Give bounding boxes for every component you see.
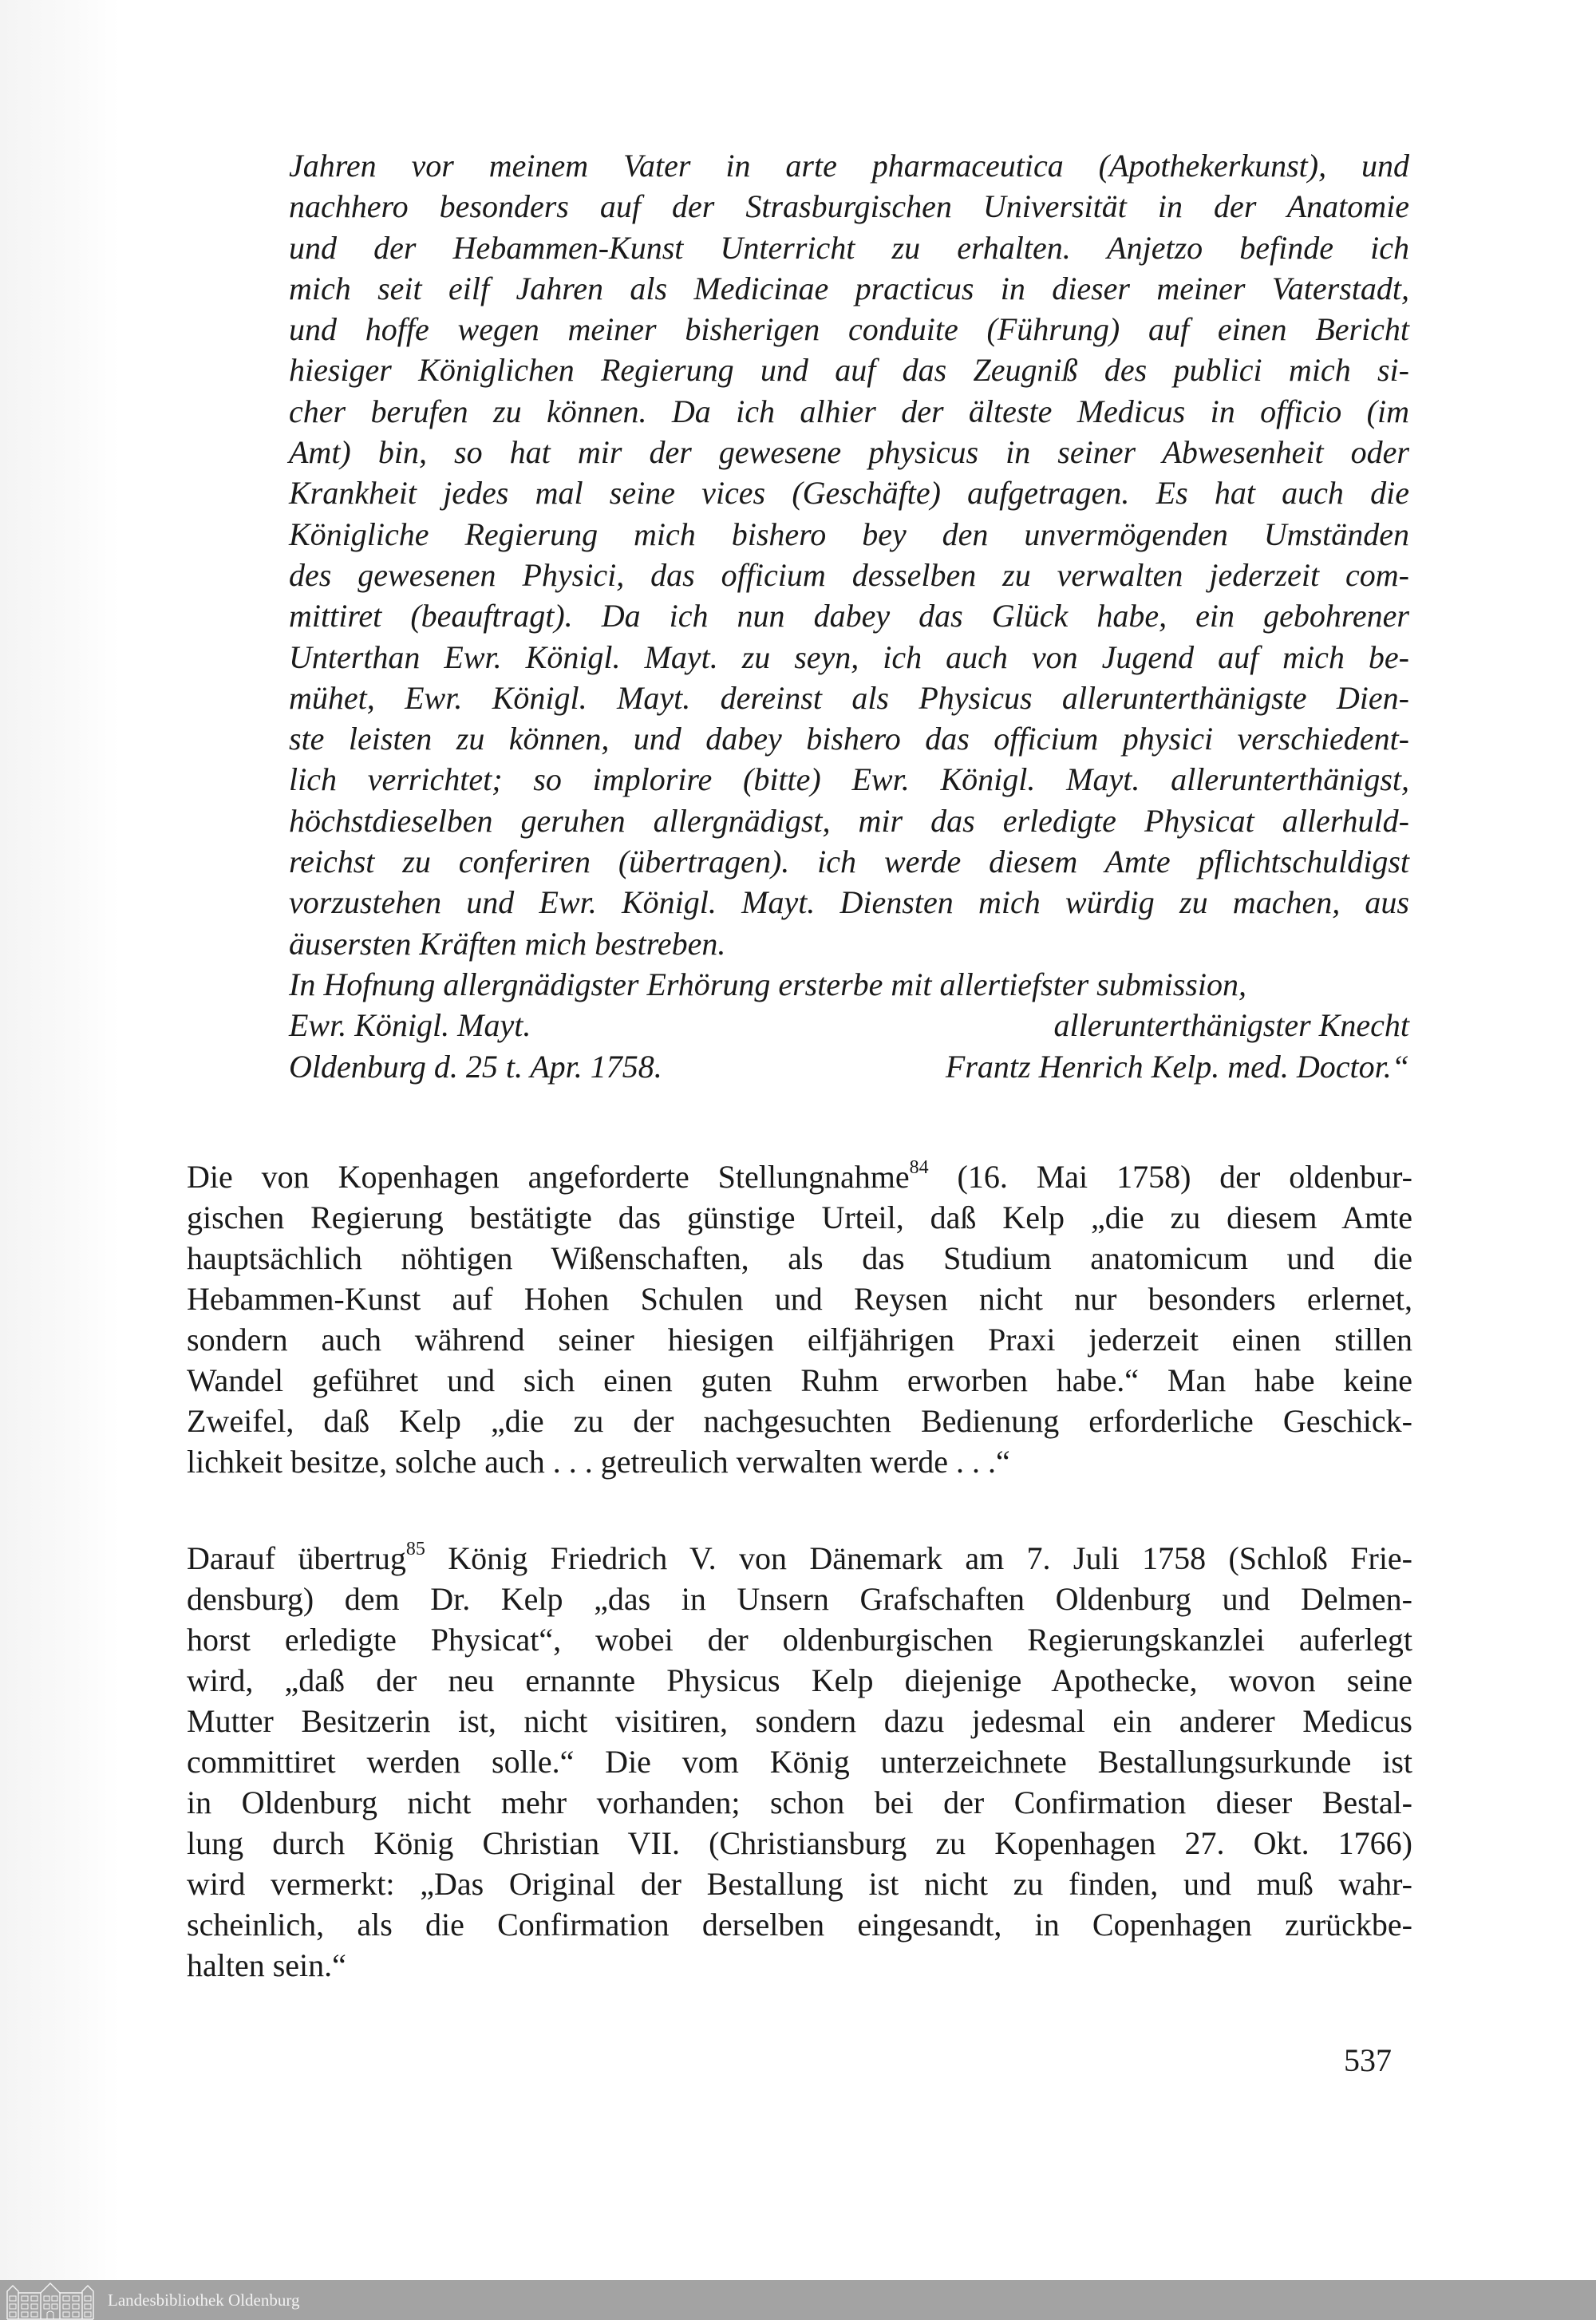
quote-line: nachhero besonders auf der Strasburgischen Universität in der Anatomie — [289, 188, 1409, 225]
quoted-letter — [289, 145, 1409, 1087]
quote-line: höchstdieselben geruhen allergnädigst, mir das erledigte Physicat allerhuld- — [289, 802, 1409, 839]
letter-signatory: Frantz Henrich Kelp. med. Doctor.“ — [945, 1048, 1409, 1085]
quote-line: hiesiger Königlichen Regierung und auf das Zeugniß des publici mich si- — [289, 352, 1409, 389]
library-building-icon — [5, 2282, 97, 2320]
footnote-ref[interactable]: 84 — [909, 1156, 929, 1178]
page-edge-shadow — [0, 0, 120, 2280]
paragraph-line: lung durch König Christian VII. (Christiansburg zu Kopenhagen 27. Okt. 1766) — [187, 1825, 1412, 1861]
paragraph-line: gischen Regierung bestätigte das günstige Urteil, daß Kelp „die zu diesem Amte — [187, 1200, 1412, 1235]
letter-date: Oldenburg d. 25 t. Apr. 1758. — [289, 1048, 662, 1085]
salutation-servant: allerunterthänigster Knecht — [1053, 1007, 1409, 1044]
quote-line: Amt) bin, so hat mir der gewesene physicus in seiner Abwesenheit oder — [289, 434, 1409, 471]
salutation-recipient: Ewr. Königl. Mayt. — [289, 1007, 531, 1044]
paragraph-line: densburg) dem Dr. Kelp „das in Unsern Grafschaften Oldenburg und Delmen- — [187, 1581, 1412, 1617]
paragraph-line: Die von Kopenhagen angeforderte Stellungnahme$^{84}$ (16. Mai 1758) der oldenbur- — [187, 1156, 1412, 1195]
paragraph-line: lichkeit besitze, solche auch . . . getreulich verwalten werde . . .“ — [187, 1444, 1010, 1480]
signature-row — [289, 1005, 1409, 1045]
quote-line: und hoffe wegen meiner bisherigen conduite (Führung) auf einen Bericht — [289, 311, 1409, 348]
paragraph-line: sondern auch während seiner hiesigen eilfjährigen Praxi jederzeit einen stillen — [187, 1322, 1412, 1358]
quote-line: lich verrichtet; so implorire (bitte) Ewr. Königl. Mayt. allerunterthänigst, — [289, 761, 1409, 798]
paragraph-line: Mutter Besitzerin ist, nicht visitiren, sondern dazu jedesmal ein anderer Medicus — [187, 1703, 1412, 1739]
paragraph-line: in Oldenburg nicht mehr vorhanden; schon bei der Confirmation dieser Bestal- — [187, 1784, 1412, 1820]
library-name: Landesbibliothek Oldenburg — [108, 2290, 300, 2310]
quote-line: mittiret (beauftragt). Da ich nun dabey das Glück habe, ein gebohrener — [289, 598, 1409, 634]
quote-line: Unterthan Ewr. Königl. Mayt. zu seyn, ich auch von Jugend auf mich be- — [289, 638, 1409, 675]
paragraph-line: hauptsächlich nöhtigen Wißenschaften, als das Studium anatomicum und die — [187, 1240, 1412, 1276]
paragraph-line: Wandel geführet und sich einen guten Ruhm erworben habe.“ Man habe keine — [187, 1362, 1412, 1398]
quote-line: reichst zu conferiren (übertragen). ich werde diesem Amte pflichtschuldigst — [289, 844, 1409, 880]
body-paragraph — [187, 1538, 1412, 1986]
paragraph-line: committiret werden solle.“ Die vom König unterzeichnete Bestallungsurkunde ist — [187, 1744, 1412, 1780]
footnote-ref[interactable]: 85 — [405, 1538, 425, 1559]
body-paragraph — [187, 1156, 1412, 1482]
paragraph-line: scheinlich, als die Confirmation derselben eingesandt, in Copenhagen zurückbe- — [187, 1907, 1412, 1943]
quote-line: Jahren vor meinem Vater in arte pharmaceutica (Apothekerkunst), und — [289, 148, 1409, 184]
quote-line: ste leisten zu können, und dabey bishero das officium physici verschiedent- — [289, 721, 1409, 757]
quote-line: äusersten Kräften mich bestreben. — [289, 925, 726, 962]
quote-line: cher berufen zu können. Da ich alhier der älteste Medicus in officio (im — [289, 393, 1409, 429]
quote-line: mühet, Ewr. Königl. Mayt. dereinst als Physicus allerunterthänigste Dien- — [289, 679, 1409, 716]
signature-row — [289, 1046, 1409, 1087]
library-footer-bar — [0, 2280, 1596, 2320]
page-number: 537 — [1344, 2042, 1392, 2078]
quote-line: Königliche Regierung mich bishero bey den unvermögenden Umständen — [289, 516, 1409, 552]
paragraph-line: wird, „daß der neu ernannte Physicus Kelp diejenige Apothecke, wovon seine — [187, 1662, 1412, 1698]
quote-closing: In Hofnung allergnädigster Erhörung ersterbe mit allertiefster submission, — [289, 966, 1246, 1002]
paragraph-line: Hebammen-Kunst auf Hohen Schulen und Reysen nicht nur besonders erlernet, — [187, 1281, 1412, 1317]
quote-line: vorzustehen und Ewr. Königl. Mayt. Diensten mich würdig zu machen, aus — [289, 884, 1409, 921]
quote-line: und der Hebammen-Kunst Unterricht zu erhalten. Anjetzo befinde ich — [289, 229, 1409, 266]
quote-line: mich seit eilf Jahren als Medicinae practicus in dieser meiner Vaterstadt, — [289, 270, 1409, 306]
paragraph-line: horst erledigte Physicat“, wobei der oldenburgischen Regierungskanzlei auferlegt — [187, 1622, 1412, 1658]
paragraph-line: halten sein.“ — [187, 1947, 346, 1983]
paragraph-line: wird vermerkt: „Das Original der Bestallung ist nicht zu finden, und muß wahr- — [187, 1866, 1412, 1902]
paragraph-line: Darauf übertrug$^{85}$ König Friedrich V. von Dänemark am 7. Juli 1758 (Schloß Frie- — [187, 1538, 1413, 1576]
quote-line: Krankheit jedes mal seine vices (Geschäfte) aufgetragen. Es hat auch die — [289, 475, 1409, 512]
quote-line: des gewesenen Physici, das officium desselben zu verwalten jederzeit com- — [289, 556, 1409, 593]
paragraph-line: Zweifel, daß Kelp „die zu der nachgesuchten Bedienung erforderliche Geschick- — [187, 1403, 1412, 1439]
